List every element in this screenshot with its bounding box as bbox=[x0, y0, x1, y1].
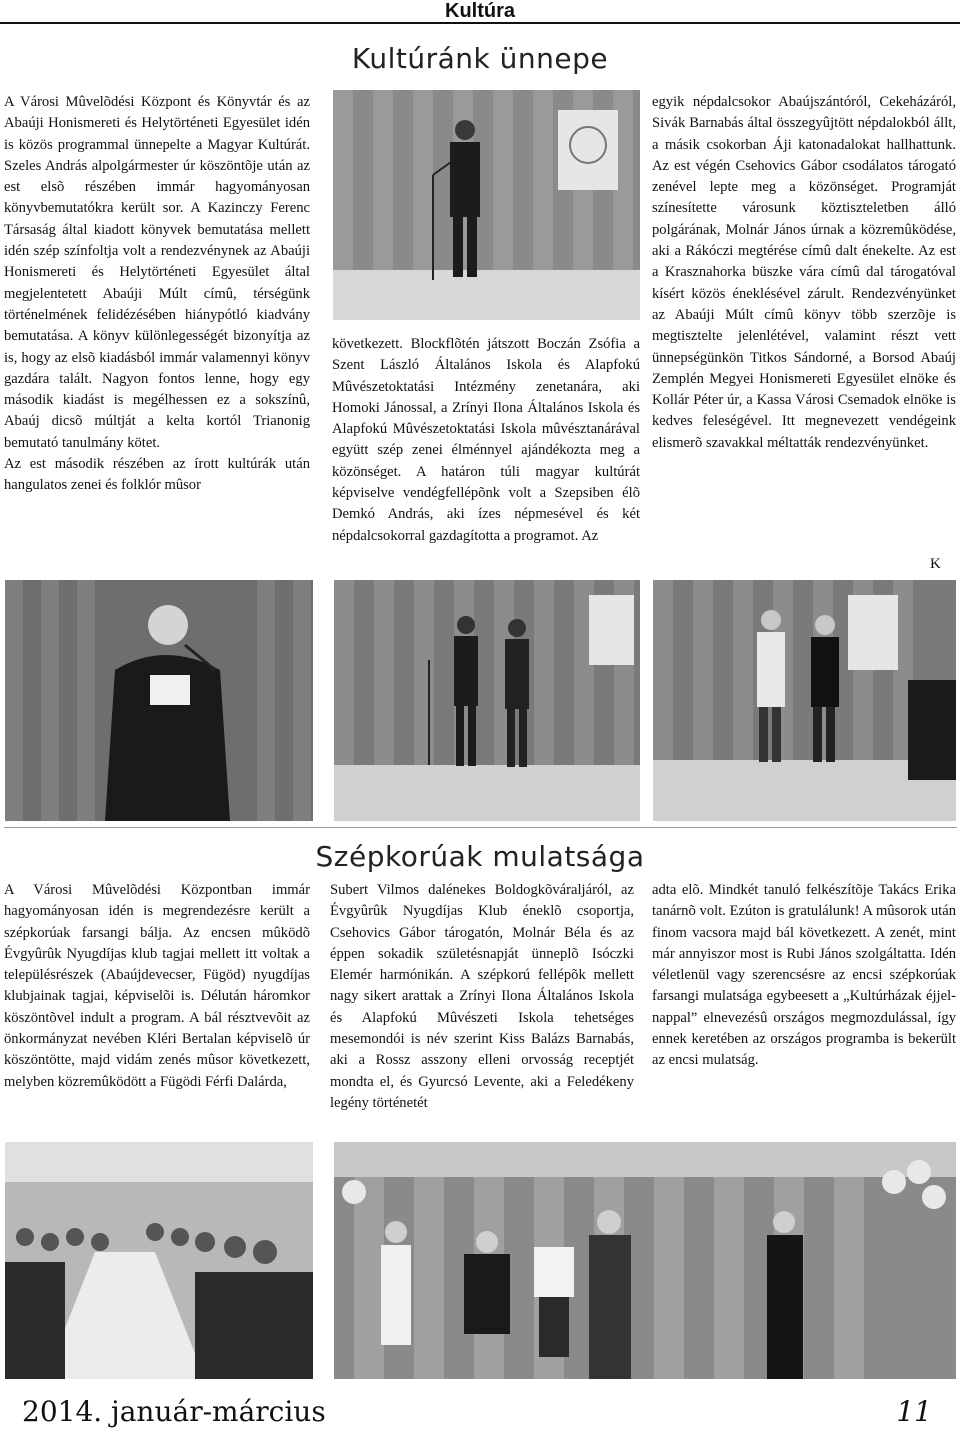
article1-col3-text: egyik népdalcsokor Abaújszántóról, Cekeházáról, Sivák Barnabás által összegyûjtött népdalokból állt, a másik csokorban Áji katonadalokat hallhattunk. Az est végén Csehovics Gábor csodálatos tárogató zenével lepte meg a közönséget. Programját színesítette városunk köztiszteletben álló polgárának, Molnár János úrnak a közremûködése, aki a Rákóczi megtérése címû dalt énekelte. Az est a Krasznahorka büszke vára címû dal tárogatóval kísért közös éneklésével zárult. Rendezvényünket az Abaúji Múlt címû könyv több szerzõje is megtisztelte jelenlétével, valamint részt vett ünnepségünkön Titkos Sándorné, a Borsod Abaúj Zemplén Megyei Honismereti Egyesület elnöke és Kollár Péter úr, a Kassa Városi Csemadok elnöke is kedves feleségével. Itt megnevezett vendégeink elismerõ szavakkal méltatták rendezvényünket. bbox=[652, 94, 956, 451]
photo-speaker-podium bbox=[333, 90, 640, 320]
page-number: 11 bbox=[896, 1395, 932, 1428]
article2-column-2 bbox=[330, 880, 634, 1114]
photo-singer-and-clarinet bbox=[653, 580, 956, 821]
article2-column-3 bbox=[652, 880, 956, 1072]
article1-col2-text: következett. Blockflõtén játszott Boczán Zsófia a Szent László Általános Iskola és Alapfokú Mûvészetoktatási Intézmény zenetanára, aki Homoki Jánossal, a Zrínyi Ilona Általános Iskola és Alapfokú Mûvészetoktatási Iskola mûvésztanárával együtt szép zenei élménnyel ajándékozta meg a közönséget. A határon túli magyar kultúrát képviselve vendégfellépõnk volt a Szepsiben élõ Demkó András, aki ízes népmesével és két népdalcsokorral gazdagította a programot. Az bbox=[332, 336, 640, 544]
article1-title: Kultúránk ünnepe bbox=[351, 42, 609, 75]
issue-date: 2014. január-március bbox=[22, 1395, 326, 1428]
photo-banquet-hall bbox=[5, 1142, 313, 1379]
article2-col2-text: Subert Vilmos dalénekes Boldogkõváraljáról, az Évgyûrûk Nyugdíjas Klub éneklõ csoportja, Csehovics Gábor tárogatón, Molnár Béla és az éppen sokadik születésnapját ünneplõ Isóczki Elemér harmónikán. A szépkorú fellépõk mellett nagy sikert arattak a Zrínyi Ilona Általános Iskola és Alapfokú Mûvészeti Iskola tehetséges mesemondói is név szerint Kiss Balázs Barnabás, aki a Rossz asszony elleni orvosság receptjét mondta el, és Gyurcsó Levente, aki a Feledékeny legény történetét bbox=[330, 882, 634, 1111]
photo-reader-with-book bbox=[5, 580, 313, 821]
article1-column-3 bbox=[652, 92, 956, 454]
article1-col1-text: A Városi Mûvelõdési Központ és Könyvtár és az Abaúji Honismereti és Helytörténeti Egyesület idén is közös programmal ünnepelte a Magyar Kultúrát. Szeles András alpolgármester úr köszöntõje után az est elsõ részében immár hagyományosan könyvbemutatókra került sor. A Kazinczy Ferenc Társaság által kiadott könyvek bemutatása mellett idén szép színfoltja volt a rendezvénynek az Abaúji Honismereti és Helytörténeti Egyesület által megjelentetett Abaúji Múlt címû, térségünk történelmének felidézésében hiánypótló kiadvány bemutatása. A könyv különlegességét bizonyítja az is, hogy az elsõ kiadásból immár valamennyi könyv gazdára talált. Nagyon fontos lenne, hogy egy második kiadást is megélhessen ez a sokszínû, Abaúj dicsõ múltját a kelta kortól Trianonig bemutató tanulmány kötet. bbox=[4, 94, 310, 451]
photo-musicians-accordion bbox=[334, 1142, 956, 1379]
photo-music-duo bbox=[334, 580, 640, 821]
article1-column-1 bbox=[4, 92, 310, 497]
article1-col1b-text: Az est második részében az írott kultúrák után hangulatos zenei és folklór mûsor bbox=[4, 456, 310, 494]
article2-column-1 bbox=[4, 880, 310, 1093]
article2-col1-text: A Városi Mûvelõdési Központban immár hagyományosan idén is megrendezésre került a szépkorúak farsangi bálja. Az encsen mûködõ Évgyûrûk Nyugdíjas klub tagjai mellett itt voltak a településrészek (Abaújdevecser, Fügöd) nyugdíjas klubjainak tagjai, képviselõi is. Délután háromkor köszöntõvel indult a program. A bál résztvevõit az önkormányzat nevében Kléri Bertalan képviselõ úr köszöntötte, majd vidám zenés mûsor következett, melyben közremûködött a Fügödi Férfi Dalárda, bbox=[4, 882, 310, 1090]
author-signature: K bbox=[930, 556, 941, 572]
article2-col3-text: adta elõ. Mindkét tanuló felkészítõje Takács Erika tanárnõ volt. Ezúton is gratulálunk! A mûsorok után finom vacsora majd bál következett. A zenét, mint már annyiszor most is Rubi János szolgáltatta. Idén véletlenül vagy szerencsésre az encsi szépkorúak farsangi mulatsága egybeesett a „Kultúrházak éjjel-nappal” elnevezésû országos megmozdulással, így ennek keretében az országos programba is bekerült az encsi mulatság. bbox=[652, 882, 956, 1069]
mid-rule bbox=[4, 827, 957, 828]
article1-column-2 bbox=[332, 334, 640, 547]
section-label: Kultúra bbox=[445, 0, 515, 22]
article2-title: Szépkorúak mulatsága bbox=[315, 840, 645, 873]
header-rule bbox=[0, 22, 960, 24]
